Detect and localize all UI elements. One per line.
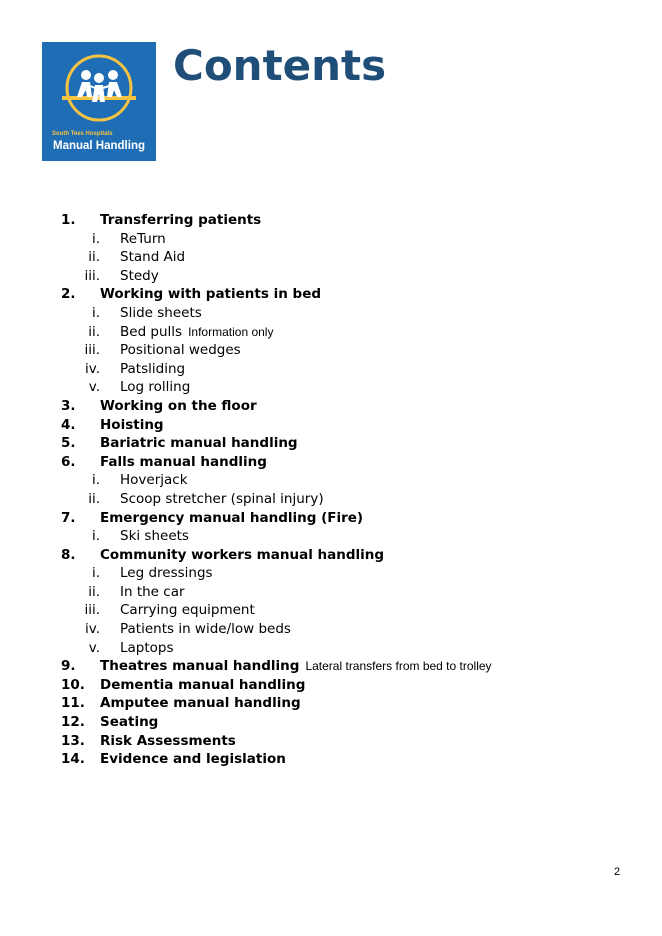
toc-number: ii. bbox=[88, 323, 100, 340]
toc-number: v. bbox=[88, 379, 100, 396]
toc-subsection bbox=[0, 527, 662, 546]
toc-entry-text bbox=[120, 267, 159, 286]
toc-entry-text bbox=[100, 434, 298, 453]
toc-entry-label: Patsliding bbox=[120, 360, 186, 377]
toc-entry-label: Stedy bbox=[120, 267, 159, 284]
toc-entry-label: Theatres manual handling bbox=[100, 658, 300, 675]
toc-number: ii. bbox=[88, 583, 100, 600]
toc-section bbox=[0, 509, 662, 528]
toc-number: iii. bbox=[84, 267, 100, 284]
toc-entry-text bbox=[120, 230, 166, 249]
toc-entry-label: Leg dressings bbox=[120, 565, 213, 582]
toc-entry-label: Laptops bbox=[120, 639, 174, 656]
toc-section bbox=[0, 453, 662, 472]
toc-section bbox=[0, 416, 662, 435]
toc-entry-label: Evidence and legislation bbox=[100, 751, 286, 768]
logo-org-name: South Tees Hospitals bbox=[52, 131, 113, 137]
toc-entry-label: Positional wedges bbox=[120, 342, 241, 359]
toc-subsection bbox=[0, 341, 662, 360]
toc-entry-text bbox=[120, 490, 324, 509]
toc-entry-text bbox=[100, 397, 257, 416]
toc-number: 12. bbox=[61, 714, 85, 731]
page-title: Contents bbox=[173, 41, 387, 90]
toc-section bbox=[0, 676, 662, 695]
toc-subsection bbox=[0, 304, 662, 323]
toc-entry-label: Bed pulls bbox=[120, 323, 183, 340]
toc-entry-text bbox=[120, 378, 190, 397]
toc-subsection bbox=[0, 360, 662, 379]
toc-section bbox=[0, 546, 662, 565]
toc-entry-note: Lateral transfers from bed to trolley bbox=[305, 659, 492, 674]
toc-entry-text bbox=[100, 285, 321, 304]
toc-subsection bbox=[0, 601, 662, 620]
toc-number: 5. bbox=[61, 435, 76, 452]
toc-subsection bbox=[0, 583, 662, 602]
toc-entry-text bbox=[100, 211, 261, 230]
toc-entry-label: Dementia manual handling bbox=[100, 676, 306, 693]
toc-number: iii. bbox=[84, 602, 100, 619]
toc-section bbox=[0, 285, 662, 304]
toc-number: i. bbox=[91, 472, 100, 489]
toc-entry-text bbox=[100, 694, 301, 713]
toc-entry-text bbox=[100, 676, 305, 695]
toc-subsection bbox=[0, 471, 662, 490]
toc-entry-text bbox=[100, 657, 492, 676]
table-of-contents bbox=[0, 211, 662, 769]
toc-entry-label: Falls manual handling bbox=[100, 453, 267, 470]
toc-subsection bbox=[0, 564, 662, 583]
toc-entry-label: ReTurn bbox=[120, 230, 166, 247]
toc-number: i. bbox=[91, 528, 100, 545]
toc-entry-label: Emergency manual handling (Fire) bbox=[100, 509, 364, 526]
toc-entry-text bbox=[100, 732, 236, 751]
toc-entry-label: Bariatric manual handling bbox=[100, 435, 298, 452]
toc-number: iv. bbox=[85, 360, 100, 377]
toc-subsection bbox=[0, 620, 662, 639]
toc-entry-label: Working on the floor bbox=[100, 397, 257, 414]
toc-entry-label: Amputee manual handling bbox=[100, 695, 301, 712]
toc-subsection bbox=[0, 248, 662, 267]
toc-number: 10. bbox=[61, 676, 85, 693]
toc-entry-text bbox=[100, 546, 384, 565]
toc-entry-text bbox=[120, 360, 185, 379]
toc-entry-label: Hoisting bbox=[100, 416, 164, 433]
toc-entry-text bbox=[120, 248, 185, 267]
toc-entry-label: Working with patients in bed bbox=[100, 286, 322, 303]
toc-entry-text bbox=[120, 304, 202, 323]
toc-entry-label: Hoverjack bbox=[120, 472, 188, 489]
toc-entry-text bbox=[120, 620, 291, 639]
toc-section bbox=[0, 657, 662, 676]
toc-number: i. bbox=[91, 230, 100, 247]
toc-subsection bbox=[0, 490, 662, 509]
toc-entry-label: In the car bbox=[120, 583, 185, 600]
manual-handling-logo bbox=[42, 42, 156, 161]
toc-entry-label: Community workers manual handling bbox=[100, 546, 385, 563]
toc-section bbox=[0, 434, 662, 453]
toc-number: 1. bbox=[61, 212, 76, 228]
toc-entry-text bbox=[100, 750, 286, 769]
toc-number: iv. bbox=[85, 621, 100, 638]
toc-entry-text bbox=[120, 323, 273, 342]
toc-subsection bbox=[0, 323, 662, 342]
toc-number: 9. bbox=[61, 658, 76, 675]
toc-number: ii. bbox=[88, 249, 100, 266]
toc-entry-label: Carrying equipment bbox=[120, 602, 255, 619]
toc-number: 4. bbox=[61, 416, 76, 433]
toc-number: 7. bbox=[61, 509, 76, 526]
toc-section bbox=[0, 713, 662, 732]
toc-section bbox=[0, 397, 662, 416]
toc-number: i. bbox=[91, 565, 100, 582]
toc-number: i. bbox=[91, 304, 100, 321]
toc-number: 13. bbox=[61, 732, 85, 749]
toc-entry-text bbox=[100, 713, 158, 732]
toc-entry-text bbox=[120, 527, 189, 546]
toc-number: v. bbox=[88, 639, 100, 656]
toc-entry-text bbox=[120, 583, 185, 602]
toc-entry-text bbox=[120, 639, 174, 658]
toc-entry-label: Risk Assessments bbox=[100, 732, 236, 749]
toc-section bbox=[0, 694, 662, 713]
logo-title: Manual Handling bbox=[53, 140, 145, 152]
toc-number: 8. bbox=[61, 546, 76, 563]
toc-entry-text bbox=[120, 471, 188, 490]
toc-section bbox=[0, 750, 662, 769]
toc-entry-label: Seating bbox=[100, 714, 159, 731]
toc-number: 11. bbox=[61, 695, 85, 712]
toc-entry-label: Transferring patients bbox=[100, 212, 262, 228]
toc-number: 14. bbox=[61, 751, 85, 768]
page-number: 2 bbox=[614, 866, 621, 878]
toc-number: ii. bbox=[88, 490, 100, 507]
toc-subsection bbox=[0, 378, 662, 397]
toc-entry-text bbox=[100, 416, 164, 435]
toc-entry-label: Ski sheets bbox=[120, 528, 189, 545]
toc-number: iii. bbox=[84, 342, 100, 359]
toc-subsection bbox=[0, 639, 662, 658]
toc-entry-text bbox=[120, 601, 255, 620]
toc-entry-label: Patients in wide/low beds bbox=[120, 621, 291, 638]
toc-entry-label: Stand Aid bbox=[120, 249, 186, 266]
toc-section bbox=[0, 732, 662, 751]
toc-entry-text bbox=[120, 341, 241, 360]
toc-number: 6. bbox=[61, 453, 76, 470]
toc-entry-label: Slide sheets bbox=[120, 304, 202, 321]
toc-subsection bbox=[0, 267, 662, 286]
toc-section bbox=[0, 211, 662, 230]
toc-subsection bbox=[0, 230, 662, 249]
toc-entry-text bbox=[100, 453, 267, 472]
toc-entry-text bbox=[100, 509, 363, 528]
toc-number: 3. bbox=[61, 397, 76, 414]
toc-entry-note: Information only bbox=[188, 324, 274, 339]
toc-entry-label: Log rolling bbox=[120, 379, 191, 396]
toc-entry-text bbox=[120, 564, 213, 583]
toc-number: 2. bbox=[61, 286, 76, 303]
toc-entry-label: Scoop stretcher (spinal injury) bbox=[120, 490, 324, 507]
